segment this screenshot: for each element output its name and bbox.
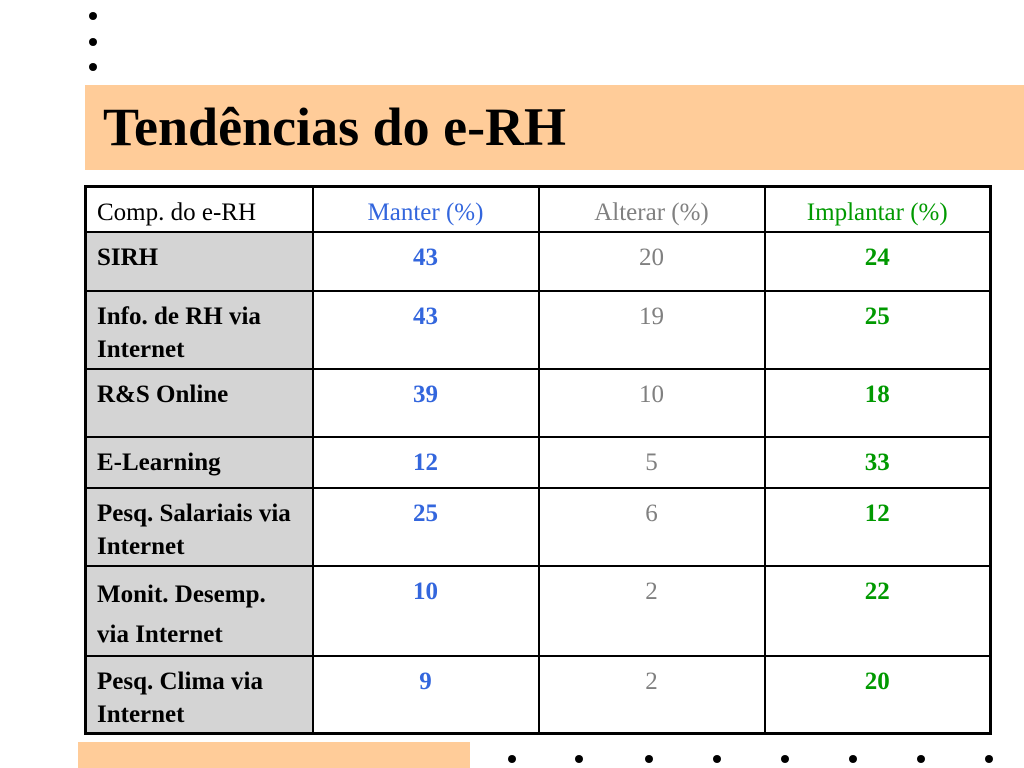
decor-dot-10 <box>917 755 925 763</box>
cell-manter: 43 <box>313 232 539 291</box>
cell-manter: 10 <box>313 566 539 656</box>
decor-dot-5 <box>575 755 583 763</box>
table-row <box>86 232 991 291</box>
trends-table <box>84 185 992 735</box>
cell-alterar: 2 <box>539 656 765 734</box>
decor-dot-1 <box>89 12 97 20</box>
cell-implantar: 12 <box>765 488 991 566</box>
cell-alterar: 20 <box>539 232 765 291</box>
cell-alterar: 6 <box>539 488 765 566</box>
cell-implantar: 22 <box>765 566 991 656</box>
decor-dot-7 <box>713 755 721 763</box>
row-label: Monit. Desemp. via Internet <box>86 566 313 656</box>
table-row <box>86 291 991 369</box>
table-row <box>86 656 991 734</box>
cell-implantar: 20 <box>765 656 991 734</box>
row-label: Pesq. Clima via Internet <box>86 656 313 734</box>
cell-alterar: 19 <box>539 291 765 369</box>
row-label: Pesq. Salariais via Internet <box>86 488 313 566</box>
header-component: Comp. do e-RH <box>86 187 313 232</box>
header-alterar: Alterar (%) <box>539 187 765 232</box>
cell-implantar: 24 <box>765 232 991 291</box>
cell-implantar: 18 <box>765 369 991 437</box>
cell-manter: 39 <box>313 369 539 437</box>
table-row <box>86 369 991 437</box>
decor-dot-9 <box>849 755 857 763</box>
decor-dot-4 <box>508 755 516 763</box>
slide-title: Tendências do e-RH <box>103 97 567 157</box>
cell-alterar: 2 <box>539 566 765 656</box>
row-label: R&S Online <box>86 369 313 437</box>
table-row <box>86 566 991 656</box>
decor-dot-11 <box>985 755 993 763</box>
cell-implantar: 33 <box>765 437 991 488</box>
decor-dot-3 <box>89 63 97 71</box>
cell-manter: 12 <box>313 437 539 488</box>
table-row <box>86 437 991 488</box>
cell-manter: 43 <box>313 291 539 369</box>
decor-dot-6 <box>645 755 653 763</box>
row-label: E-Learning <box>86 437 313 488</box>
cell-implantar: 25 <box>765 291 991 369</box>
header-implantar: Implantar (%) <box>765 187 991 232</box>
trends-table-wrap <box>84 185 992 735</box>
cell-alterar: 10 <box>539 369 765 437</box>
row-label: Info. de RH via Internet <box>86 291 313 369</box>
bottom-band <box>78 742 470 768</box>
table-header-row <box>86 187 991 232</box>
decor-dot-2 <box>89 38 97 46</box>
row-label: SIRH <box>86 232 313 291</box>
header-manter: Manter (%) <box>313 187 539 232</box>
cell-manter: 25 <box>313 488 539 566</box>
cell-manter: 9 <box>313 656 539 734</box>
decor-dot-8 <box>781 755 789 763</box>
table-row <box>86 488 991 566</box>
cell-alterar: 5 <box>539 437 765 488</box>
